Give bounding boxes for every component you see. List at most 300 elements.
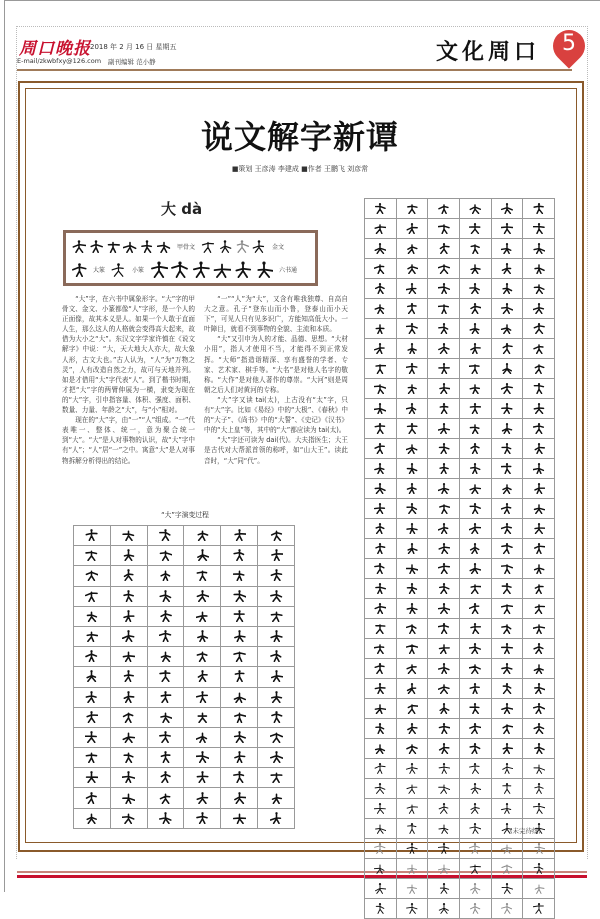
table-row: [74, 727, 295, 747]
glyph-cell: [428, 539, 460, 559]
glyph-cell: [523, 859, 555, 879]
da-glyph-icon: [233, 568, 246, 581]
glyph-cell: [523, 899, 555, 919]
da-glyph-icon: [469, 662, 481, 674]
da-glyph-icon: [233, 609, 246, 622]
glyph-cell: [365, 619, 397, 639]
da-glyph-icon: [533, 622, 545, 634]
table-row: [365, 219, 555, 239]
glyph-cell: [459, 279, 491, 299]
glyph-cell: [459, 259, 491, 279]
da-glyph-icon: [501, 422, 513, 434]
article-column-2: [204, 294, 348, 466]
glyph-cell: [74, 606, 111, 626]
glyph-cell: [523, 399, 555, 419]
da-glyph-icon: [374, 742, 386, 754]
glyph-cell: [396, 879, 428, 899]
table-row: [365, 279, 555, 299]
glyph-cell: [396, 359, 428, 379]
da-glyph-icon: [270, 649, 283, 662]
glyph-cell: [396, 459, 428, 479]
da-glyph-icon: [270, 548, 283, 561]
da-glyph-icon: [501, 842, 513, 854]
da-glyph-icon: [122, 669, 135, 682]
da-glyph-icon: [233, 528, 246, 541]
da-glyph-icon: [533, 342, 545, 354]
da-glyph-icon: [159, 589, 172, 602]
da-glyph-icon: [438, 802, 450, 814]
da-glyph-icon: [72, 262, 87, 277]
glyph-cell: [523, 579, 555, 599]
glyph-cell: [459, 379, 491, 399]
da-glyph-icon: [85, 690, 98, 703]
glyph-cell: [459, 219, 491, 239]
da-glyph-icon: [201, 239, 215, 253]
glyph-cell: [523, 779, 555, 799]
da-glyph-icon: [406, 642, 418, 654]
da-glyph-icon: [438, 702, 450, 714]
glyph-cell: [396, 479, 428, 499]
glyph-cell: [396, 499, 428, 519]
da-glyph-icon: [196, 690, 209, 703]
glyph-cell: [459, 519, 491, 539]
glyph-cell: [491, 579, 523, 599]
da-glyph-icon: [255, 260, 273, 278]
da-glyph-icon: [157, 239, 171, 253]
script-style-label: 甲骨文: [177, 243, 196, 251]
glyph-cell: [147, 768, 184, 788]
glyph-evolution-panel: [63, 230, 318, 286]
glyph-cell: [258, 808, 295, 828]
glyph-cell: [396, 739, 428, 759]
da-glyph-icon: [406, 862, 418, 874]
script-style-label: 小篆: [132, 266, 145, 274]
glyph-cell: [365, 839, 397, 859]
glyph-cell: [459, 319, 491, 339]
glyph-cell: [396, 439, 428, 459]
glyph-cell: [491, 259, 523, 279]
table-row: [365, 499, 555, 519]
da-glyph-icon: [85, 770, 98, 783]
da-glyph-icon: [438, 442, 450, 454]
glyph-cell: [74, 808, 111, 828]
glyph-cell: [491, 399, 523, 419]
glyph-cell: [396, 219, 428, 239]
da-glyph-icon: [196, 609, 209, 622]
da-glyph-icon: [469, 202, 481, 214]
glyph-cell: [147, 748, 184, 768]
da-glyph-icon: [438, 662, 450, 674]
da-glyph-icon: [469, 902, 481, 914]
da-glyph-icon: [406, 662, 418, 674]
glyph-cell: [459, 739, 491, 759]
glyph-cell: [491, 339, 523, 359]
table-row: [365, 199, 555, 219]
table-row: [365, 579, 555, 599]
glyph-cell: [184, 667, 221, 687]
da-glyph-icon: [533, 682, 545, 694]
da-glyph-icon: [501, 462, 513, 474]
da-glyph-icon: [533, 762, 545, 774]
glyph-cell: [184, 566, 221, 586]
da-glyph-icon: [406, 382, 418, 394]
glyph-cell: [491, 479, 523, 499]
script-style-label: 金文: [272, 243, 285, 251]
glyph-cell: [459, 499, 491, 519]
da-glyph-icon: [374, 822, 386, 834]
da-glyph-icon: [196, 710, 209, 723]
glyph-cell: [110, 606, 147, 626]
da-glyph-icon: [469, 742, 481, 754]
da-glyph-icon: [270, 750, 283, 763]
glyph-cell: [258, 647, 295, 667]
da-glyph-icon: [533, 722, 545, 734]
da-glyph-icon: [85, 568, 98, 581]
glyph-cell: [74, 647, 111, 667]
da-glyph-icon: [533, 662, 545, 674]
da-glyph-icon: [159, 669, 172, 682]
da-glyph-icon: [469, 502, 481, 514]
glyph-cell: [396, 779, 428, 799]
glyph-cell: [258, 586, 295, 606]
da-glyph-icon: [501, 362, 513, 374]
da-glyph-icon: [438, 682, 450, 694]
glyph-cell: [365, 259, 397, 279]
da-glyph-icon: [374, 622, 386, 634]
da-glyph-icon: [469, 362, 481, 374]
glyph-cell: [459, 839, 491, 859]
glyph-cell: [491, 759, 523, 779]
glyph-cell: [459, 579, 491, 599]
glyph-cell: [523, 679, 555, 699]
da-glyph-icon: [438, 742, 450, 754]
glyph-cell: [110, 808, 147, 828]
glyph-cell: [74, 727, 111, 747]
glyph-cell: [491, 879, 523, 899]
da-glyph-icon: [85, 669, 98, 682]
glyph-cell: [365, 879, 397, 899]
da-glyph-icon: [140, 239, 154, 253]
da-glyph-icon: [469, 382, 481, 394]
da-glyph-icon: [438, 482, 450, 494]
da-glyph-icon: [438, 302, 450, 314]
page-number: 5: [562, 31, 576, 56]
glyph-cell: [184, 748, 221, 768]
table-row: [74, 606, 295, 626]
da-glyph-icon: [406, 402, 418, 414]
glyph-cell: [258, 768, 295, 788]
issue-date: 2018 年 2 月 16 日 星期五: [90, 43, 177, 51]
da-glyph-icon: [374, 542, 386, 554]
table-row: [74, 626, 295, 646]
glyph-cell: [428, 579, 460, 599]
da-glyph-icon: [501, 242, 513, 254]
glyph-cell: [74, 526, 111, 546]
da-glyph-icon: [438, 382, 450, 394]
glyph-cell: [523, 479, 555, 499]
glyph-cell: [523, 519, 555, 539]
da-glyph-icon: [122, 528, 135, 541]
glyph-cell: [74, 687, 111, 707]
glyph-cell: [428, 399, 460, 419]
glyph-cell: [365, 279, 397, 299]
glyph-cell: [396, 559, 428, 579]
glyph-cell: [396, 659, 428, 679]
da-glyph-icon: [406, 202, 418, 214]
da-glyph-icon: [406, 902, 418, 914]
da-glyph-icon: [374, 782, 386, 794]
da-glyph-icon: [213, 260, 231, 278]
da-glyph-icon: [501, 342, 513, 354]
glyph-cell: [396, 899, 428, 919]
glyph-cell: [459, 439, 491, 459]
glyph-cell: [428, 619, 460, 639]
glyph-cell: [147, 566, 184, 586]
glyph-cell: [428, 279, 460, 299]
glyph-cell: [221, 727, 258, 747]
da-glyph-icon: [235, 239, 249, 253]
da-glyph-icon: [438, 462, 450, 474]
da-glyph-icon: [469, 862, 481, 874]
glyph-cell: [365, 659, 397, 679]
glyph-cell: [184, 788, 221, 808]
glyph-cell: [110, 526, 147, 546]
da-glyph-icon: [501, 402, 513, 414]
glyph-cell: [184, 526, 221, 546]
glyph-cell: [396, 199, 428, 219]
da-glyph-icon: [533, 262, 545, 274]
glyph-cell: [221, 788, 258, 808]
da-glyph-icon: [469, 242, 481, 254]
da-glyph-icon: [469, 442, 481, 454]
article-byline: ■策划 王彦涛 李建成 ■作者 王鹏飞 刘彦常: [231, 165, 369, 173]
glyph-cell: [428, 199, 460, 219]
da-glyph-icon: [469, 622, 481, 634]
da-glyph-icon: [533, 902, 545, 914]
da-glyph-icon: [159, 770, 172, 783]
glyph-cell: [110, 626, 147, 646]
glyph-cell: [491, 219, 523, 239]
table-row: [365, 639, 555, 659]
glyph-cell: [110, 586, 147, 606]
da-glyph-icon: [469, 802, 481, 814]
glyph-cell: [258, 546, 295, 566]
da-glyph-icon: [469, 282, 481, 294]
da-glyph-icon: [469, 702, 481, 714]
da-glyph-icon: [270, 690, 283, 703]
glyph-cell: [459, 459, 491, 479]
glyph-cell: [459, 199, 491, 219]
glyph-cell: [365, 819, 397, 839]
glyph-cell: [459, 619, 491, 639]
glyph-cell: [396, 339, 428, 359]
glyph-cell: [396, 699, 428, 719]
table-row: [365, 299, 555, 319]
da-glyph-icon: [501, 642, 513, 654]
da-glyph-icon: [438, 582, 450, 594]
da-glyph-icon: [406, 522, 418, 534]
da-glyph-icon: [406, 782, 418, 794]
da-glyph-icon: [374, 402, 386, 414]
da-glyph-icon: [270, 669, 283, 682]
da-glyph-icon: [469, 602, 481, 614]
table-row: [365, 799, 555, 819]
glyph-cell: [491, 439, 523, 459]
glyph-cell: [396, 239, 428, 259]
glyph-cell: [491, 559, 523, 579]
script-style-label: 六书通: [279, 266, 298, 274]
glyph-cell: [258, 566, 295, 586]
glyph-cell: [491, 199, 523, 219]
da-glyph-icon: [270, 811, 283, 824]
glyph-cell: [147, 647, 184, 667]
da-glyph-icon: [438, 762, 450, 774]
glyph-cell: [365, 519, 397, 539]
da-glyph-icon: [234, 260, 252, 278]
glyph-cell: [491, 779, 523, 799]
da-glyph-icon: [406, 802, 418, 814]
glyph-cell: [428, 319, 460, 339]
da-glyph-icon: [501, 702, 513, 714]
da-glyph-icon: [501, 722, 513, 734]
da-glyph-icon: [438, 622, 450, 634]
glyph-cell: [258, 626, 295, 646]
da-glyph-icon: [533, 862, 545, 874]
glyph-cell: [365, 779, 397, 799]
glyph-cell: [428, 439, 460, 459]
glyph-cell: [491, 539, 523, 559]
glyph-cell: [184, 647, 221, 667]
table-row: [365, 719, 555, 739]
glyph-cell: [396, 399, 428, 419]
glyph-cell: [74, 667, 111, 687]
da-glyph-icon: [501, 782, 513, 794]
glyph-cell: [491, 459, 523, 479]
glyph-cell: [365, 319, 397, 339]
glyph-cell: [365, 559, 397, 579]
paragraph: “大”字又读 tai(太)，上古没有“太”字，只有“大”字。比如《易经》中的“大极”、《春秋》中的“大子”、《尚书》中的“大誓”、《史记》《汉书》中的“大上皇”等，其中的“大”都应读为 tai(太)。: [204, 395, 348, 435]
paragraph: “一”“人”为“大”，又含有唯我独尊、自高自大之意。孔子“登东山而小鲁，登泰山而小天下”，可见人只有见多识广，方能知高低大小。一叶障目，就看不到事物的全貌、主流和本质。: [204, 295, 348, 334]
da-glyph-icon: [533, 482, 545, 494]
da-glyph-icon: [438, 902, 450, 914]
da-glyph-icon: [85, 750, 98, 763]
da-glyph-icon: [501, 902, 513, 914]
table-row: [74, 808, 295, 828]
glyph-cell: [221, 526, 258, 546]
da-glyph-icon: [533, 442, 545, 454]
glyph-cell: [221, 768, 258, 788]
da-glyph-icon: [469, 402, 481, 414]
glyph-cell: [428, 639, 460, 659]
glyph-cell: [184, 808, 221, 828]
da-glyph-icon: [406, 682, 418, 694]
glyph-cell: [396, 279, 428, 299]
glyph-cell: [459, 359, 491, 379]
da-glyph-icon: [533, 842, 545, 854]
glyph-cell: [365, 419, 397, 439]
glyph-cell: [258, 788, 295, 808]
da-glyph-icon: [469, 482, 481, 494]
glyph-cell: [147, 626, 184, 646]
da-glyph-icon: [374, 362, 386, 374]
glyph-cell: [365, 639, 397, 659]
da-glyph-icon: [159, 791, 172, 804]
glyph-cell: [428, 459, 460, 479]
glyph-cell: [365, 499, 397, 519]
glyph-cell: [428, 679, 460, 699]
da-glyph-icon: [469, 422, 481, 434]
table-caption: “大”字演变过程: [161, 511, 209, 519]
glyph-cell: [221, 626, 258, 646]
da-glyph-icon: [406, 762, 418, 774]
da-glyph-icon: [374, 882, 386, 894]
da-glyph-icon: [85, 730, 98, 743]
da-glyph-icon: [406, 822, 418, 834]
glyph-cell: [428, 599, 460, 619]
da-glyph-icon: [233, 690, 246, 703]
glyph-cell: [523, 439, 555, 459]
table-row: [365, 659, 555, 679]
da-glyph-icon: [533, 322, 545, 334]
da-glyph-icon: [438, 842, 450, 854]
glyph-cell: [523, 359, 555, 379]
glyph-cell: [365, 799, 397, 819]
glyph-cell: [221, 687, 258, 707]
table-row: [365, 599, 555, 619]
da-glyph-icon: [533, 462, 545, 474]
glyph-cell: [491, 319, 523, 339]
glyph-cell: [365, 199, 397, 219]
da-glyph-icon: [406, 702, 418, 714]
da-glyph-icon: [438, 402, 450, 414]
da-glyph-icon: [122, 710, 135, 723]
table-row: [365, 779, 555, 799]
da-glyph-icon: [469, 882, 481, 894]
paragraph: “大”字，在六书中属象形字。“大”字的甲骨文、金文、小篆都像“人”字形，是一个人的正面像，故其本义是人。如果一个人敢于直面人生，那么这人的人格就会变得高大起来，故借为大小之“大”。东汉文字学家许慎在《说文解字》中说：“大，天大地大人亦大，故大象人形，古文大也。”古人认为，“人”为“万物之灵”，人有改造自然之力，故可与天地并列。如是才借用“大”字代表“人”。到了楷书时期，才把“大”字的两臂伸展为一横，隶变为现在的“大”字，引申指容量、体积、强度、面积、数量、力量、年龄之“大”，与“小”相对。: [62, 295, 195, 415]
da-glyph-icon: [85, 791, 98, 804]
glyph-cell: [491, 359, 523, 379]
glyph-cell: [365, 759, 397, 779]
da-glyph-icon: [159, 629, 172, 642]
glyph-cell: [147, 546, 184, 566]
da-glyph-icon: [438, 862, 450, 874]
glyph-cell: [491, 839, 523, 859]
da-glyph-icon: [533, 302, 545, 314]
glyph-cell: [459, 559, 491, 579]
glyph-cell: [491, 859, 523, 879]
da-glyph-icon: [406, 562, 418, 574]
glyph-cell: [428, 299, 460, 319]
da-glyph-icon: [501, 202, 513, 214]
da-glyph-icon: [406, 302, 418, 314]
glyph-cell: [365, 219, 397, 239]
glyph-cell: [523, 459, 555, 479]
table-row: [365, 399, 555, 419]
glyph-cell: [428, 859, 460, 879]
glyph-cell: [221, 748, 258, 768]
glyph-cell: [459, 399, 491, 419]
glyph-cell: [491, 739, 523, 759]
da-glyph-icon: [406, 262, 418, 274]
table-row: [365, 559, 555, 579]
da-glyph-icon: [159, 710, 172, 723]
glyph-cell: [221, 606, 258, 626]
da-glyph-icon: [196, 528, 209, 541]
da-glyph-icon: [122, 730, 135, 743]
glyph-cell: [523, 379, 555, 399]
character-heading: 大 dà: [161, 200, 203, 218]
glyph-cell: [396, 539, 428, 559]
